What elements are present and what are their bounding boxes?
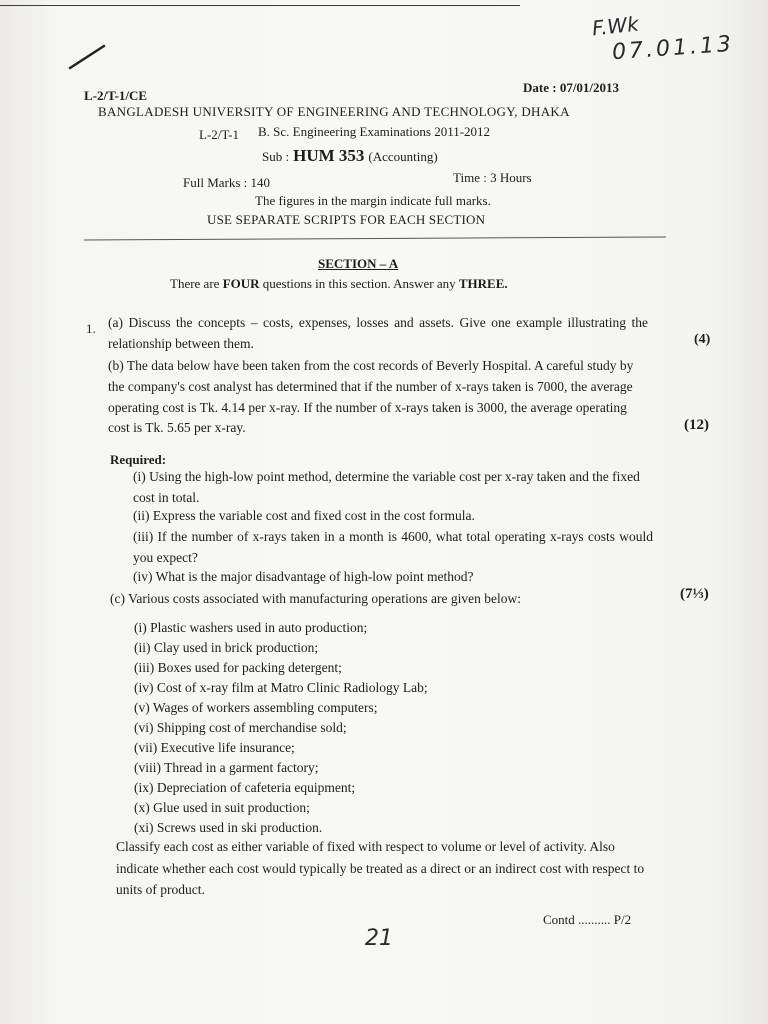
pen-stroke-mark [68, 42, 108, 72]
exam-date: Date : 07/01/2013 [523, 80, 620, 95]
list-item: (i) Plastic washers used in auto production; [134, 620, 368, 635]
instruction-count: FOUR [222, 276, 260, 291]
time-allowed: Time : 3 Hours [453, 170, 532, 185]
header-divider [84, 236, 666, 240]
exam-name: B. Sc. Engineering Examinations 2011-2012 [258, 124, 491, 139]
required-iv: (iv) What is the major disadvantage of high-low point method? [133, 569, 474, 584]
required-ii: (ii) Express the variable cost and fixed cost in the cost formula. [133, 508, 475, 523]
section-title: SECTION – A [318, 256, 399, 271]
list-item: (viii) Thread in a garment factory; [134, 760, 319, 775]
margin-note: The figures in the margin indicate full marks. [255, 193, 491, 208]
marks-1b: (12) [684, 417, 709, 433]
required-i: (i) Using the high-low point method, determine the variable cost per x-ray taken and the fixed cost in total. [133, 469, 640, 505]
subject-code: HUM 353 [293, 146, 365, 165]
list-item: (xi) Screws used in ski production. [134, 820, 323, 835]
marks-1c: (7⅓) [680, 586, 709, 602]
list-item: (ii) Clay used in brick production; [134, 640, 319, 655]
required-heading: Required: [110, 452, 167, 467]
separate-scripts-note: USE SEPARATE SCRIPTS FOR EACH SECTION [207, 212, 486, 227]
question-1a: (a) Discuss the concepts – costs, expenses, losses and assets. Give one example illustrating the relationship between them. [108, 315, 648, 351]
list-item: (ix) Depreciation of cafeteria equipment; [134, 780, 356, 795]
instruction-text: questions in this section. Answer any [262, 276, 456, 291]
exam-level: L-2/T-1 [199, 127, 239, 142]
subject-line [262, 146, 438, 166]
continued-note: Contd .......... P/2 [543, 912, 632, 927]
question-number: 1. [86, 321, 96, 336]
handwritten-page-number: 21 [365, 926, 393, 951]
list-item: (v) Wages of workers assembling computers; [134, 700, 378, 715]
required-iii: (iii) If the number of x-rays taken in a month is 4600, what total operating x-rays costs would you expect? [133, 529, 653, 565]
subject-name: (Accounting) [368, 149, 438, 164]
question-1c-closing: Classify each cost as either variable of fixed with respect to volume or level of activity. Also indicate whether each cost would typically be treated as a direct or an indirect cost with respect to units of product. [116, 839, 645, 897]
course-level: L-2/T-1/CE [84, 88, 148, 103]
handwritten-initials: F.Wk [590, 11, 640, 41]
instruction-text: There are [170, 276, 220, 291]
question-1c: (c) Various costs associated with manufacturing operations are given below: [110, 591, 522, 606]
list-item: (vii) Executive life insurance; [134, 740, 295, 755]
top-rule [0, 5, 520, 6]
list-item: (vi) Shipping cost of merchandise sold; [134, 720, 347, 735]
instruction-answer-count: THREE. [458, 276, 508, 291]
marks-1a: (4) [694, 332, 711, 347]
cost-items-list [134, 618, 428, 838]
list-item: (x) Glue used in suit production; [134, 800, 310, 815]
list-item: (iii) Boxes used for packing detergent; [134, 660, 342, 675]
section-instruction [170, 276, 508, 292]
list-item: (iv) Cost of x-ray film at Matro Clinic Radiology Lab; [134, 680, 428, 695]
handwritten-date: 07.01.13 [611, 31, 735, 66]
university-name: BANGLADESH UNIVERSITY OF ENGINEERING AND TECHNOLOGY, DHAKA [98, 104, 570, 119]
full-marks: Full Marks : 140 [183, 175, 271, 190]
question-1b: (b) The data below have been taken from the cost records of Beverly Hospital. A careful study by the company's cost analyst has determined that if the number of x-rays taken is 7000, the average operating cost is Tk. 4.14 per x-ray. If the number of x-rays taken is 3000, the average operating cost is Tk. 5.65 per x-ray. [108, 358, 634, 436]
subject-prefix: Sub : [262, 149, 290, 164]
